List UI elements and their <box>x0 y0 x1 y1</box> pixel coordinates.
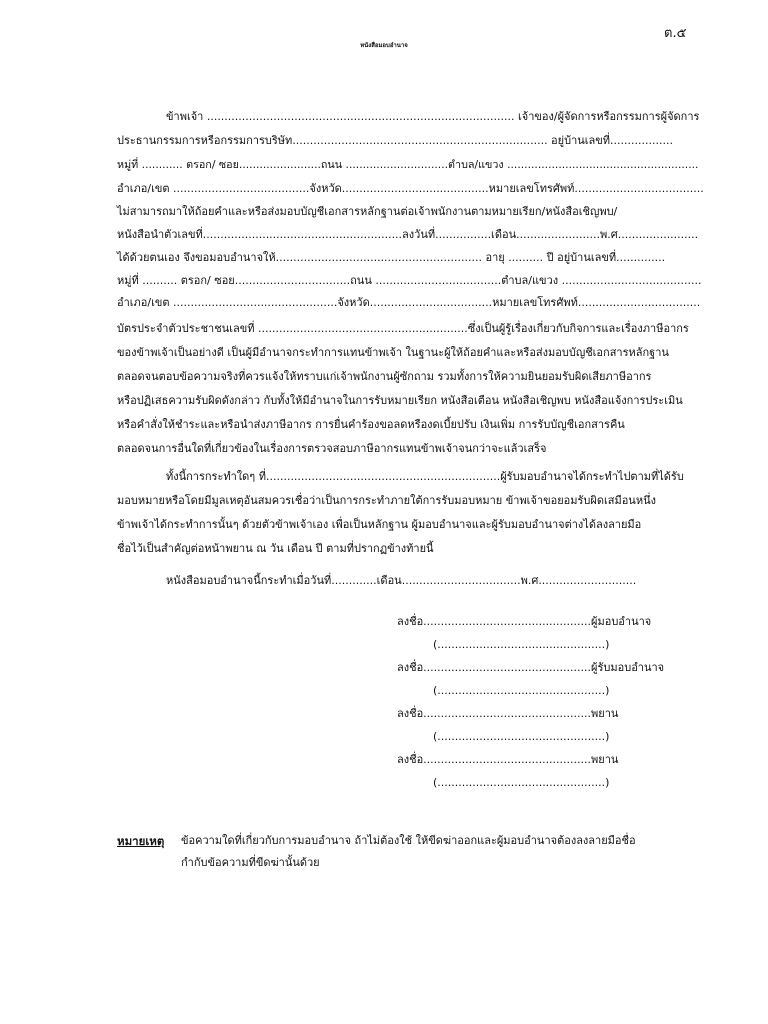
signature-line-grantor: ลงชื่อ................................................ผู้มอบอำนาจ <box>397 615 652 628</box>
body-line: ตลอดจนตอบข้อความจริงที่ควรแจ้งให้ทราบแก่เจ้าพนักงานผู้ซักถาม รวมทั้งการให้ความยินยอมรับผิดเสียภาษีอากร <box>117 370 652 383</box>
form-code: ต.๕ <box>664 26 687 41</box>
body-line: หรือคำสั่งให้ชำระและหรือนำส่งภาษีอากร การยื่นคำร้องขอลดหรืองดเบี้ยปรับ เงินเพิ่ม การรับบัญชีเอกสารคืน <box>117 418 625 431</box>
note-label: หมายเหตุ <box>117 834 165 848</box>
body-line: อำเภอ/เขต ...............................................จังหวัด...................................หมายเลขโทรศัพท์................................... <box>117 296 701 309</box>
body-line: ข้าพเจ้าได้กระทำการนั้นๆ ด้วยตัวข้าพเจ้าเอง เพื่อเป็นหลักฐาน ผู้มอบอำนาจและผู้รับมอบอำนาจต่างได้ลงลายมือ <box>117 518 642 531</box>
date-line: หนังสือมอบอำนาจนี้กระทำเมื่อวันที่.............เดือน..................................พ.ศ............................ <box>166 574 637 587</box>
body-line: หมู่ที่ .......... ตรอก/ ซอย.................................ถนน ....................................ตำบล/แขวง ........................................ <box>117 274 702 287</box>
body-line: ของข้าพเจ้าเป็นอย่างดี เป็นผู้มีอำนาจกระทำการแทนข้าพเจ้า ในฐานะผู้ให้ถ้อยคำและหรือส่งมอบบัญชีเอกสารหลักฐาน <box>117 346 669 359</box>
body-line: หนังสือนำตัวเลขที่.........................................................ลงวันที่................เดือน........................พ.ศ....................... <box>117 228 699 241</box>
body-line: หรือปฏิเสธความรับผิดดังกล่าว กับทั้งให้มีอำนาจในการรับหมายเรียก หนังสือเตือน หนังสือเชิญพบ หนังสือแจ้งการประเมิน <box>117 394 683 407</box>
body-line: อำเภอ/เขต .......................................จังหวัด..........................................หมายเลขโทรศัพท์..................................... <box>117 182 704 195</box>
body-line: ทั้งนี้การกระทำใดๆ ที่...................................................................ผู้รับมอบอำนาจได้กระทำไปตามที่ได้รับ <box>166 470 684 483</box>
body-line: ตลอดจนการอื่นใดที่เกี่ยวข้องในเรื่องการตรวจสอบภาษีอากรแทนข้าพเจ้าจนกว่าจะแล้วเสร็จ <box>117 442 547 455</box>
body-line: ประธานกรรมการหรือกรรมการบริษัท......................................................................... อยู่บ้านเลขที่.................. <box>117 134 673 147</box>
body-line: บัตรประจำตัวประชาชนเลขที่ ............................................................ซึ่งเป็นผู้รู้เรื่องเกี่ยวกับกิจการและเรื่องภาษีอากร <box>117 322 689 335</box>
signature-name-grantor: (................................................) <box>433 638 610 651</box>
signature-line-witness-1: ลงชื่อ................................................พยาน <box>397 707 619 720</box>
signature-name-witness-2: (................................................) <box>433 776 610 789</box>
note-text-line-1: ข้อความใดที่เกี่ยวกับการมอบอำนาจ ถ้าไม่ต้องใช้ ให้ขีดฆ่าออกและผู้มอบอำนาจต้องลงลายมือชื่อ <box>181 834 636 847</box>
signature-line-witness-2: ลงชื่อ................................................พยาน <box>397 753 619 766</box>
body-line: มอบหมายหรือโดยมีมูลเหตุอันสมควรเชื่อว่าเป็นการกระทำภายใต้การรับมอบหมาย ข้าพเจ้าขอยอมรับผิดเสมือนหนึ่ง <box>117 494 656 507</box>
body-line: ไม่สามารถมาให้ถ้อยคำและหรือส่งมอบบัญชีเอกสารหลักฐานต่อเจ้าพนักงานตามหมายเรียก/หนังสือเชิญพบ/ <box>117 205 618 218</box>
note-text-line-2: กำกับข้อความที่ขีดฆ่านั้นด้วย <box>181 856 320 869</box>
body-line: ข้าพเจ้า ........................................................................................ เจ้าของ/ผู้จัดการหรือกรรมการผู้จัดการ <box>166 110 700 123</box>
body-line: ได้ด้วยตนเอง จึงขอมอบอำนาจให้........................................................... อายุ .......... ปี อยู่บ้านเลขที่.............. <box>117 251 666 264</box>
body-line: ชื่อไว้เป็นสำคัญต่อหน้าพยาน ณ วัน เดือน ปี ตามที่ปรากฏข้างท้ายนี้ <box>117 542 434 555</box>
signature-name-grantee: (................................................) <box>433 684 610 697</box>
signature-name-witness-1: (................................................) <box>433 730 610 743</box>
signature-line-grantee: ลงชื่อ................................................ผู้รับมอบอำนาจ <box>397 661 665 674</box>
body-line: หมู่ที่ ............ ตรอก/ ซอย........................ถนน ..............................ตำบล/แขวง ........................................................ <box>117 158 699 171</box>
document-title: หนังสือมอบอำนาจ <box>360 42 408 49</box>
